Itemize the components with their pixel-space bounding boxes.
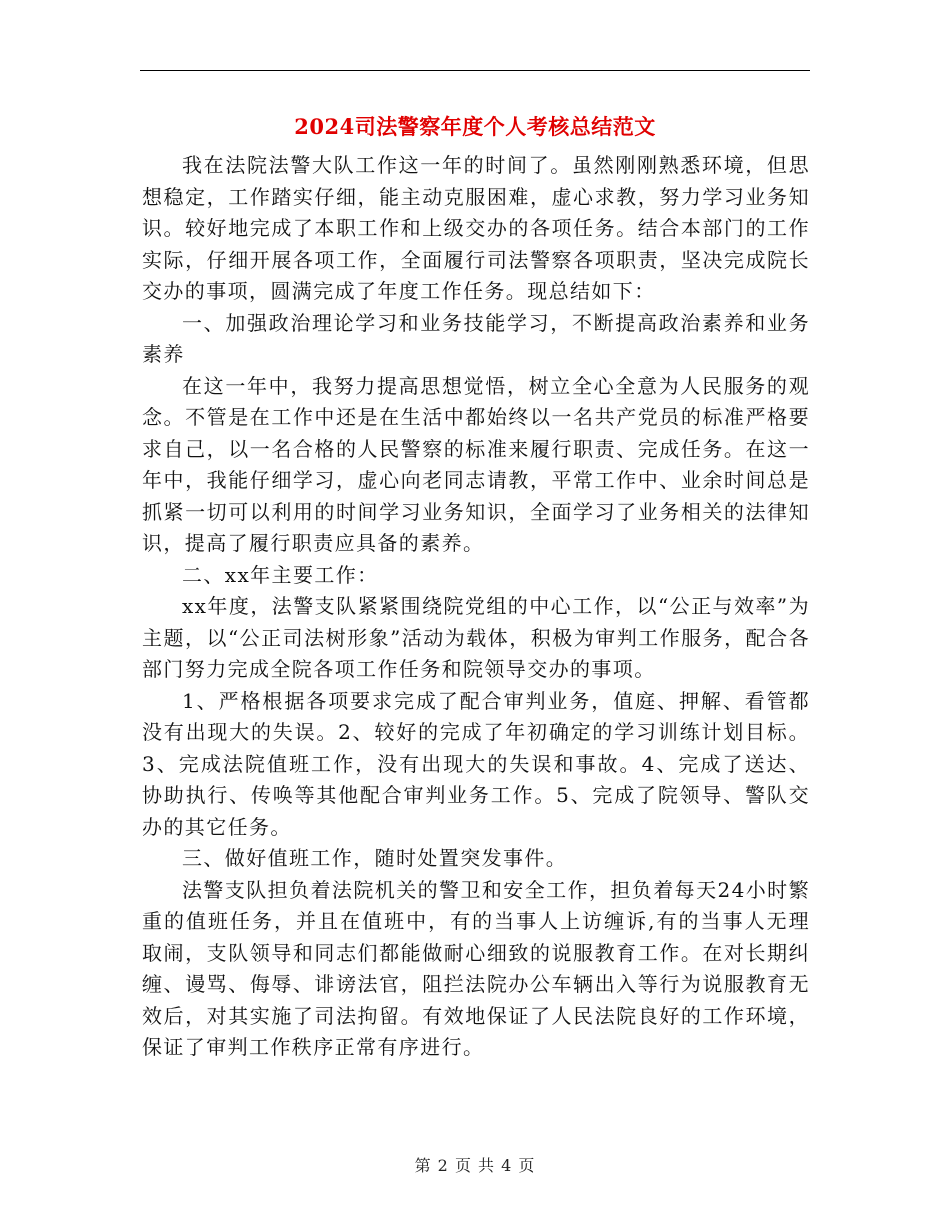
paragraph-intro: 我在法院法警大队工作这一年的时间了。虽然刚刚熟悉环境，但思想稳定，工作踏实仔细，能主动克服困难，虚心求教，努力学习业务知识。较好地完成了本职工作和上级交办的各项任务。结合本部门的工作实际，仔细开展各项工作，全面履行司法警察各项职责，坚决完成院长交办的事项，圆满完成了年度工作任务。现总结如下： [142, 153, 810, 303]
paragraph-section-1: 在这一年中，我努力提高思想觉悟，树立全心全意为人民服务的观念。不管是在工作中还是在生活中都始终以一名共产党员的标准严格要求自己，以一名合格的人民警察的标准来履行职责、完成任务。在这一年中，我能仔细学习，虚心向老同志请教，平常工作中、业余时间总是抓紧一切可以利用的时间学习业务知识，全面学习了业务相关的法律知识，提高了履行职责应具备的素养。 [142, 373, 810, 555]
section-heading-3: 三、做好值班工作，随时处置突发事件。 [182, 846, 568, 870]
paragraph-section-2-intro: xx年度，法警支队紧紧围绕院党组的中心工作，以“公正与效率”为主题，以“公正司法树形象”活动为载体，积极为审判工作服务，配合各部门努力完成全院各项工作任务和院领导交办的事项。 [142, 594, 810, 681]
document-title: 2024司法警察年度个人考核总结范文 [294, 114, 656, 139]
paragraph-section-3: 法警支队担负着法院机关的警卫和安全工作，担负着每天24小时繁重的值班任务，并且在值班中，有的当事人上访缠诉,有的当事人无理取闹，支队领导和同志们都能做耐心细致的说服教育工作。在对长期纠缠、谩骂、侮辱、诽谤法官，阻拦法院办公车辆出入等行为说服教育无效后，对其实施了司法拘留。有效地保证了人民法院良好的工作环境，保证了审判工作秩序正常有序进行。 [142, 877, 810, 1059]
paragraph-section-2-list: 1、严格根据各项要求完成了配合审判业务，值庭、押解、看管都没有出现大的失误。2、较好的完成了年初确定的学习训练计划目标。3、完成法院值班工作，没有出现大的失误和事故。4、完成了送达、协助执行、传唤等其他配合审判业务工作。5、完成了院领导、警队交办的其它任务。 [142, 688, 810, 839]
section-heading-1: 一、加强政治理论学习和业务技能学习，不断提高政治素养和业务素养 [142, 310, 810, 366]
page-number-footer: 第 2 页 共 4 页 [414, 1156, 536, 1175]
section-heading-2: 二、xx年主要工作： [182, 562, 379, 587]
document-body [142, 150, 810, 1064]
header-rule [140, 70, 810, 71]
